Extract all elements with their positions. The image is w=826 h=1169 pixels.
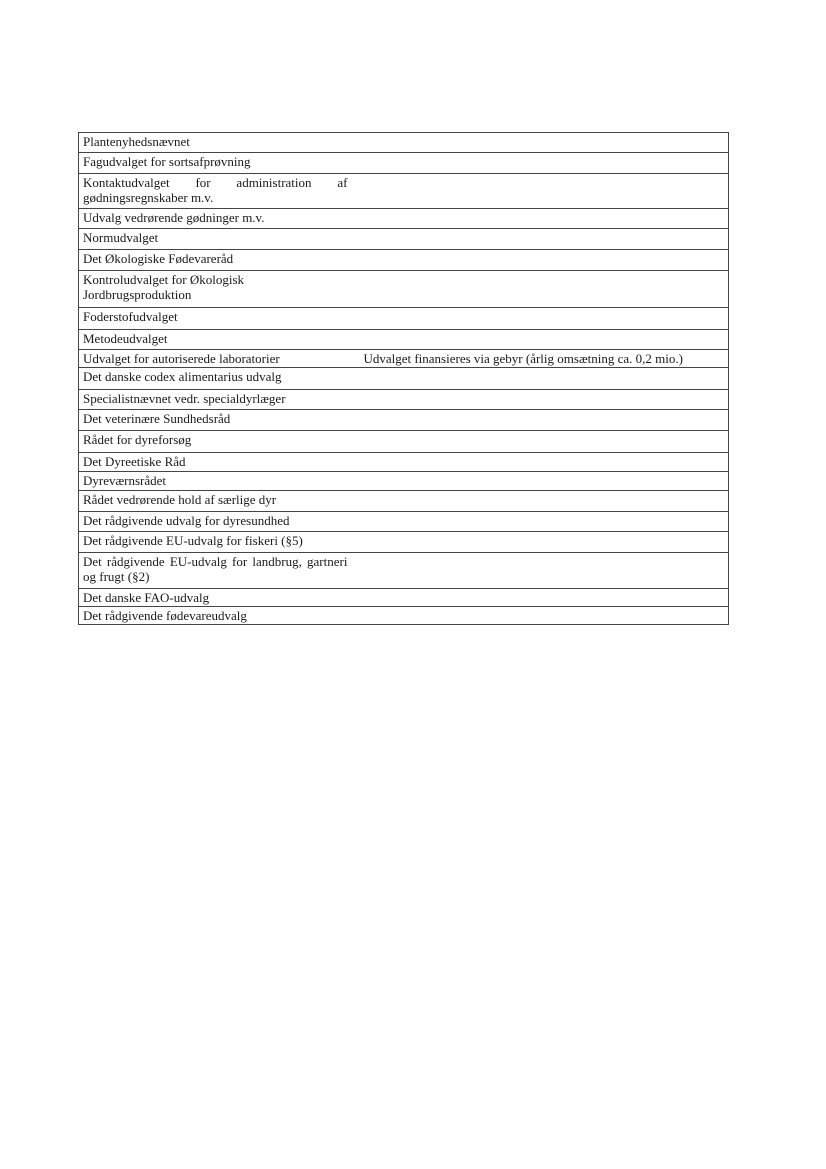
table-row	[79, 472, 729, 491]
table-row	[79, 491, 729, 512]
committee-note	[351, 271, 728, 308]
committee-name: Det rådgivende EU-udvalg for landbrug, gartneri og frugt (§2)	[79, 553, 352, 589]
table-row	[79, 308, 729, 330]
committee-note	[351, 250, 728, 271]
committee-name: Metodeudvalget	[79, 330, 352, 350]
table-row	[79, 330, 729, 350]
committee-note	[351, 453, 728, 472]
committee-name: Fagudvalget for sortsafprøvning	[79, 153, 352, 174]
table-row	[79, 410, 729, 431]
committee-name: Dyreværnsrådet	[79, 472, 352, 491]
committee-note	[351, 153, 728, 174]
committee-note	[351, 229, 728, 250]
table-row	[79, 133, 729, 153]
committee-note	[351, 512, 728, 532]
committee-name: Udvalget for autoriserede laboratorier	[79, 350, 352, 368]
committee-note	[351, 390, 728, 410]
committee-name: Rådet vedrørende hold af særlige dyr	[79, 491, 352, 512]
table-row	[79, 153, 729, 174]
committee-note	[351, 532, 728, 553]
table-row	[79, 350, 729, 368]
table-row	[79, 174, 729, 209]
committee-name: Det rådgivende fødevareudvalg	[79, 607, 352, 625]
table-row	[79, 589, 729, 607]
table-row	[79, 250, 729, 271]
committee-name: Det rådgivende EU-udvalg for fiskeri (§5)	[79, 532, 352, 553]
committee-note	[351, 410, 728, 431]
committee-name: Kontaktudvalget for administration af gødningsregnskaber m.v.	[79, 174, 352, 209]
committee-note	[351, 368, 728, 390]
committee-name: Det danske FAO-udvalg	[79, 589, 352, 607]
committee-note: Udvalget finansieres via gebyr (årlig omsætning ca. 0,2 mio.)	[351, 350, 728, 368]
committee-name: Foderstofudvalget	[79, 308, 352, 330]
committee-note	[351, 209, 728, 229]
committee-note	[351, 607, 728, 625]
committee-name: Det veterinære Sundhedsråd	[79, 410, 352, 431]
table-row	[79, 607, 729, 625]
committee-table	[78, 132, 729, 625]
table-row	[79, 209, 729, 229]
committee-note	[351, 589, 728, 607]
committee-name: Specialistnævnet vedr. specialdyrlæger	[79, 390, 352, 410]
committee-name: Det danske codex alimentarius udvalg	[79, 368, 352, 390]
committee-note	[351, 174, 728, 209]
table-row	[79, 512, 729, 532]
committee-note	[351, 330, 728, 350]
table-row	[79, 553, 729, 589]
committee-name: Plantenyhedsnævnet	[79, 133, 352, 153]
table-row	[79, 453, 729, 472]
committee-note	[351, 431, 728, 453]
committee-name: Det Økologiske Fødevareråd	[79, 250, 352, 271]
table-row	[79, 271, 729, 308]
table-row	[79, 532, 729, 553]
committee-name: Kontroludvalget for Økologisk Jordbrugsproduktion	[79, 271, 352, 308]
table-row	[79, 431, 729, 453]
table-row	[79, 368, 729, 390]
table-row	[79, 390, 729, 410]
committee-note	[351, 491, 728, 512]
committee-name: Det Dyreetiske Råd	[79, 453, 352, 472]
committee-name: Udvalg vedrørende gødninger m.v.	[79, 209, 352, 229]
committee-name: Det rådgivende udvalg for dyresundhed	[79, 512, 352, 532]
committee-note	[351, 553, 728, 589]
committee-note	[351, 308, 728, 330]
committee-name: Normudvalget	[79, 229, 352, 250]
table-row	[79, 229, 729, 250]
committee-note	[351, 472, 728, 491]
committee-name: Rådet for dyreforsøg	[79, 431, 352, 453]
committee-note	[351, 133, 728, 153]
